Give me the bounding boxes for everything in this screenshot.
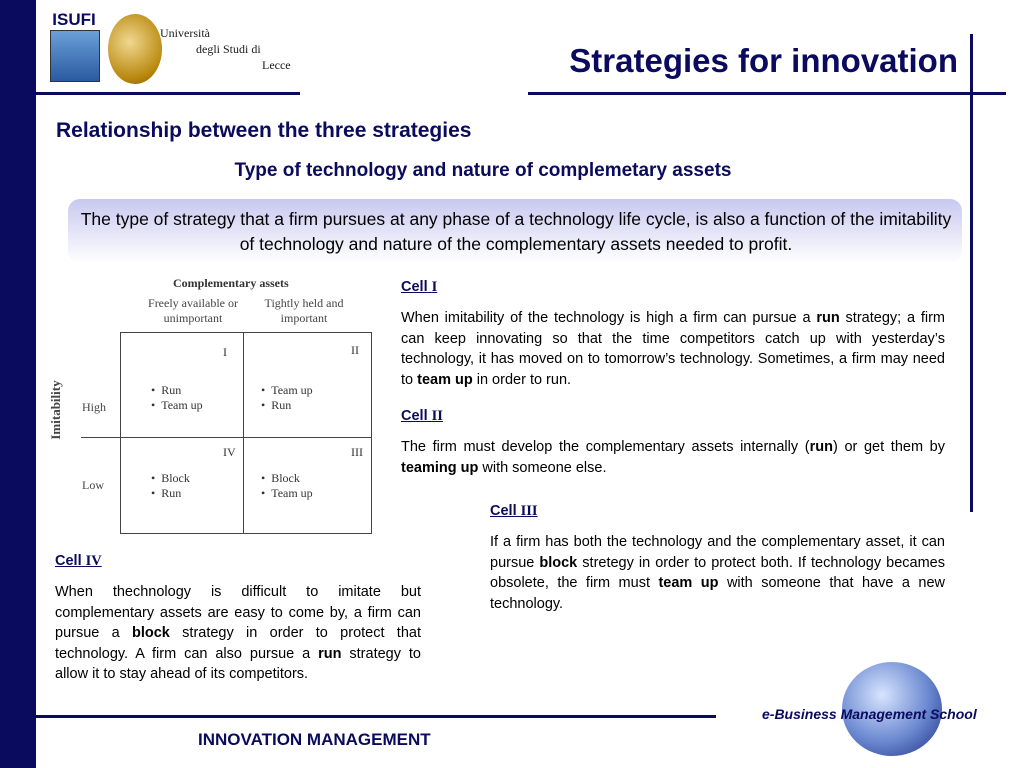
matrix-cell-ii-item: • Run [261, 398, 292, 412]
matrix-cell-num-i: I [223, 345, 227, 359]
matrix-cell-ii-item: • Team up [261, 383, 313, 397]
section-subheading: Type of technology and nature of complemetary assets [234, 160, 732, 181]
university-name-line3: Lecce [262, 58, 291, 72]
university-name-line1: Università [160, 26, 210, 40]
isufi-emblem-icon [50, 30, 100, 82]
matrix-cell-num-ii: II [351, 343, 359, 357]
matrix-cell-i-list [151, 383, 203, 413]
university-name-line2: degli Studi di [196, 42, 261, 56]
matrix-cell-i-item: • Run [151, 383, 182, 397]
matrix-row-axis-label: Imitability [48, 380, 63, 440]
header-divider-left [36, 92, 300, 95]
matrix-col-tightly-held: Tightly held and important [264, 296, 344, 325]
matrix-cell-iv-item: • Run [151, 486, 182, 500]
isufi-logo-text: ISUFI [52, 10, 96, 29]
matrix-col-freely-available: Freely available or unimportant [148, 296, 238, 325]
matrix-horizontal-line [81, 437, 371, 438]
matrix-row-high: High [82, 400, 106, 414]
cell-iv-body: When thechnology is difficult to imitate but complementary assets are easy to come by, a firm can pursue a block strategy in order to protect that technology. A firm can also pursue a run strategy to allow it to stay ahead of its competitors. [55, 584, 421, 682]
cell-ii-body: The firm must develop the complementary assets internally (run) or get them by teaming up with someone else. [401, 439, 945, 476]
matrix-grid [120, 332, 372, 534]
cell-i-body: When imitability of the technology is high a firm can pursue a run strategy; a firm can keep innovating so that the time competitors catch up with yesterday’s technology, it has moved on to tomorrow’s technology. Sometimes, a firm may need to team up in order to run. [401, 310, 945, 388]
matrix-cell-iii-item: • Team up [261, 486, 313, 500]
footer-course-name: INNOVATION MANAGEMENT [198, 730, 431, 749]
page-title: Strategies for innovation [569, 42, 958, 79]
matrix-title: Complementary assets [173, 276, 289, 290]
summary-callout-text: The type of strategy that a firm pursues at any phase of a technology life cycle, is also a function of the imitability of technology and nature of the complementary assets needed to profit. [80, 209, 952, 254]
matrix-cell-i-item: • Team up [151, 398, 203, 412]
university-seal-icon [108, 14, 162, 84]
cell-i-heading: Cell I [401, 279, 438, 295]
matrix-cell-iii-list [261, 471, 313, 501]
footer-divider [36, 715, 716, 718]
header-divider-right [528, 92, 1006, 95]
matrix-cell-ii-list [261, 383, 313, 413]
cell-iii-heading: Cell III [490, 503, 538, 519]
section-subtitle: Relationship between the three strategies [56, 119, 472, 142]
matrix-cell-num-iii: III [351, 445, 363, 459]
right-vertical-divider [970, 34, 973, 512]
matrix-cell-iv-item: • Block [151, 471, 190, 485]
matrix-cell-iv-list [151, 471, 190, 501]
matrix-cell-num-iv: IV [223, 445, 236, 459]
matrix-row-low: Low [82, 478, 104, 492]
strategy-matrix [50, 272, 380, 542]
cell-iii-body: If a firm has both the technology and the complementary asset, it can pursue block stretegy in order to protect both. If technology becames obsolete, the firm must team up with someone that have a new technology. [490, 534, 945, 612]
cell-ii-heading: Cell II [401, 408, 443, 424]
matrix-cell-iii-item: • Block [261, 471, 300, 485]
summary-callout [68, 199, 962, 263]
cell-iv-heading: Cell IV [55, 553, 102, 569]
school-name: e-Business Management School [762, 706, 977, 722]
isufi-logo [48, 10, 100, 82]
left-accent-bar [0, 0, 36, 768]
matrix-vertical-line [243, 333, 244, 533]
